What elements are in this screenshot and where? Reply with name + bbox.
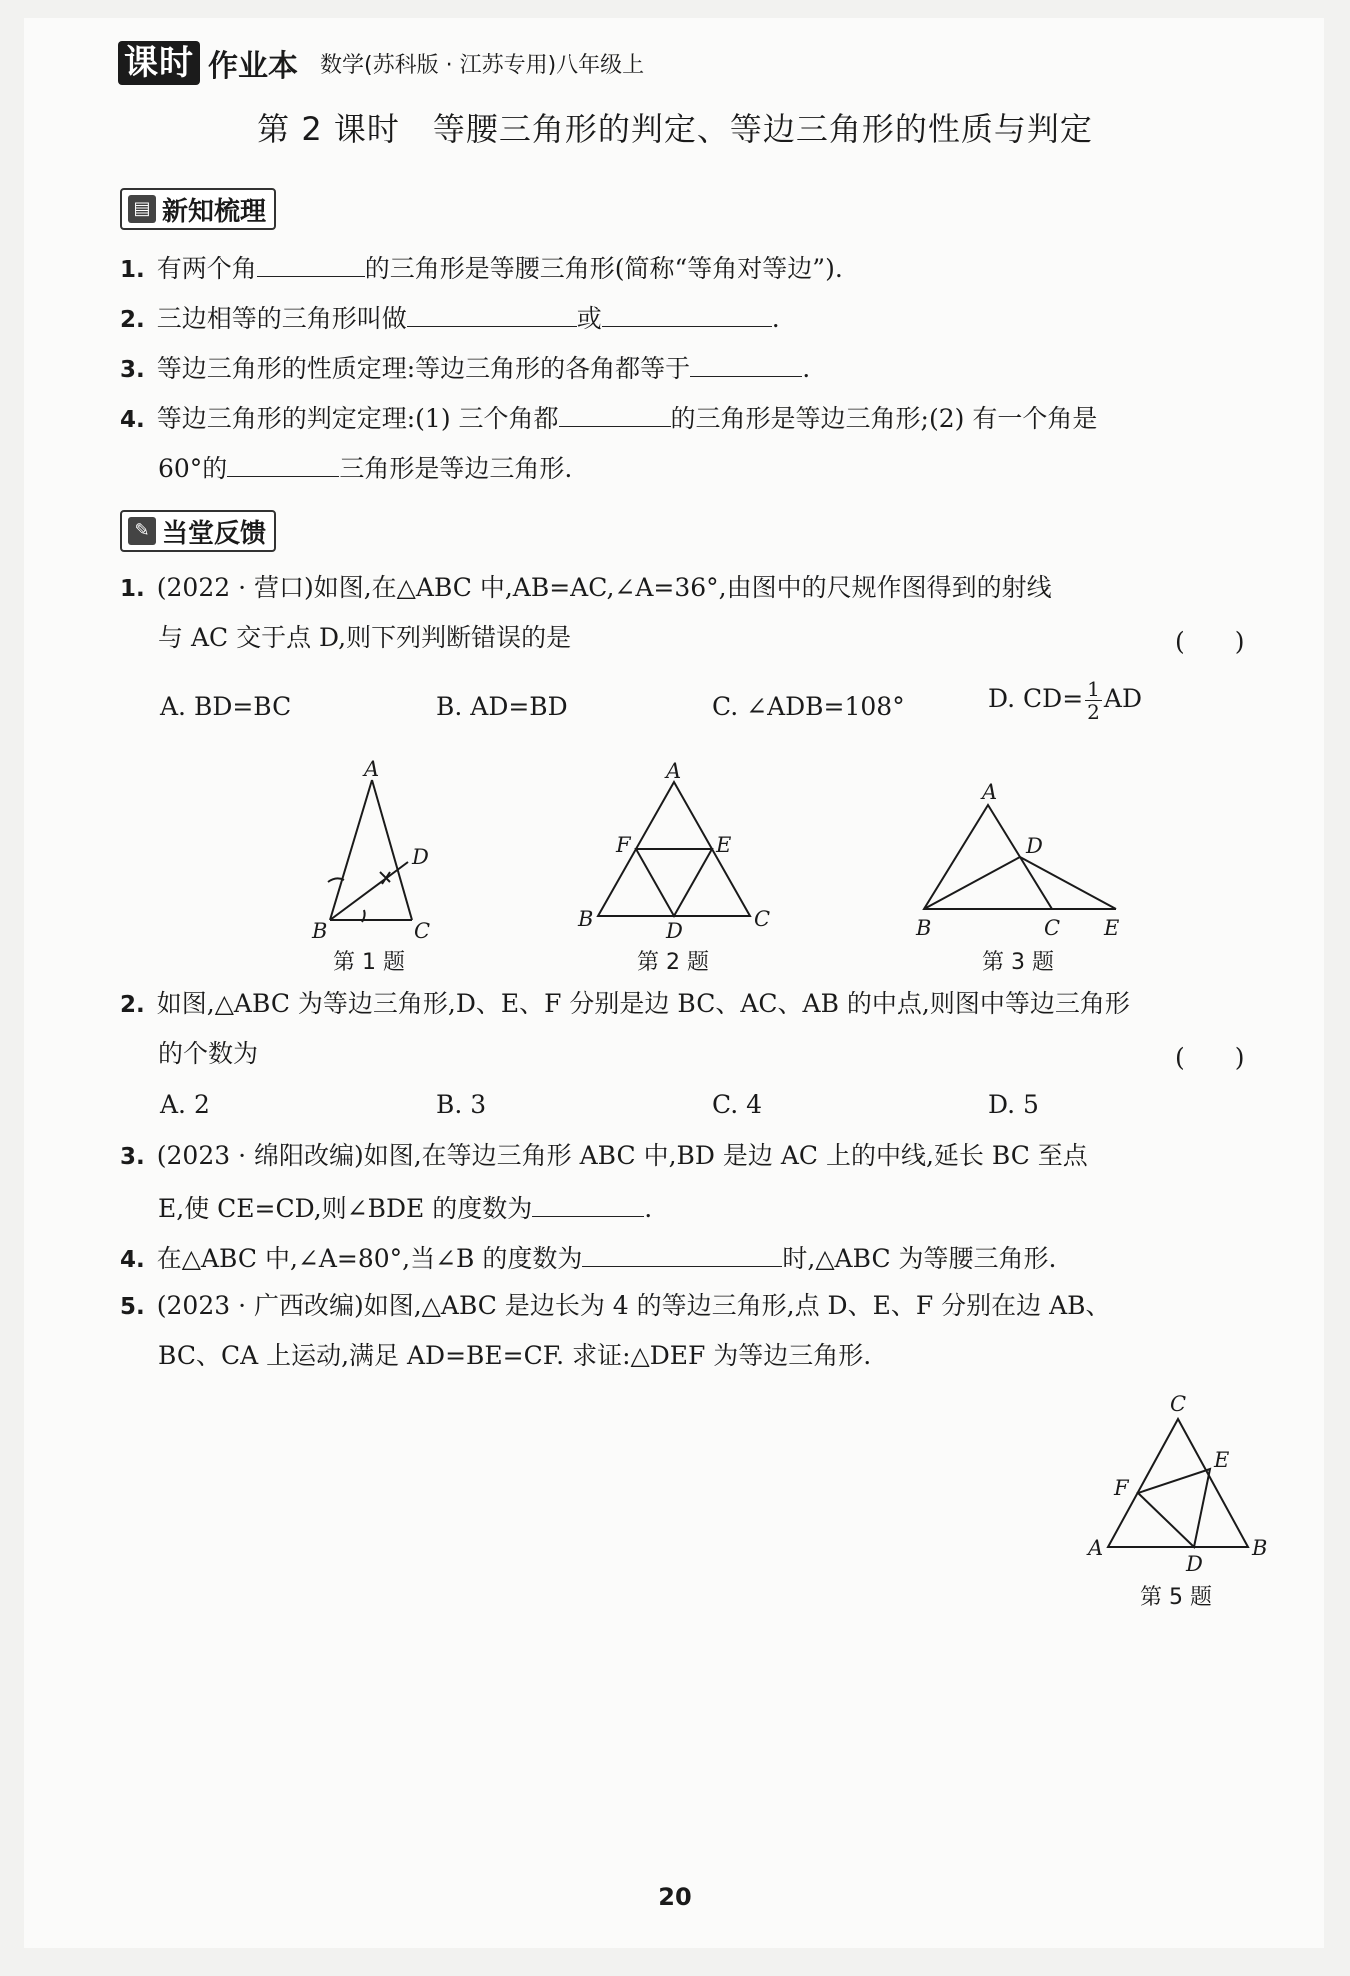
section-label: 新知梳理 [162,196,267,227]
knowledge-item-4-cont [158,450,572,485]
label-b: B [578,907,594,931]
book-header [118,38,644,88]
label-a: A [982,780,998,804]
knowledge-item-4 [120,400,1097,436]
label-c: C [754,907,770,931]
label-c: C [1044,916,1061,940]
label-b: B [916,916,932,940]
question-text: (2023 · 广西改编)如图,△ABC 是边长为 4 的等边三角形,点 D、E、F 分别在边 AB、 [156,1291,1111,1320]
series-logo: 课时 [118,41,200,85]
item-text: 60°的 [158,454,228,483]
figure-1-caption: 第 1 题 [333,950,405,975]
answer-blank[interactable] [257,250,365,277]
label-e: E [716,833,732,857]
label-f: F [1114,1476,1129,1500]
figure-3-caption: 第 3 题 [982,950,1054,975]
section-label: 当堂反馈 [162,518,267,549]
triangle-abc [1108,1419,1248,1547]
answer-bracket[interactable]: ( ) [1175,627,1245,656]
option-c[interactable]: C. 4 [712,1090,763,1119]
figure-1 [300,760,450,940]
subject-label: 数学(苏科版 · 江苏专用)八年级上 [320,52,645,78]
book-icon: ▤ [128,195,156,223]
answer-blank[interactable] [602,300,772,327]
segment-bd [924,857,1020,909]
question-number: 4. [120,1247,145,1273]
question-text: 与 AC 交于点 D,则下列判断错误的是 [158,623,572,652]
question-text: (2022 · 营口)如图,在△ABC 中,AB=AC,∠A=36°,由图中的尺规作图得到的射线 [156,573,1052,602]
label-a: A [1088,1536,1104,1560]
figure-5 [1080,1385,1280,1575]
figure-2 [570,760,770,940]
section-tag-feedback [120,510,276,552]
option-a[interactable]: A. BD=BC [160,692,292,721]
series-name: 作业本 [208,49,298,84]
item-text: . [771,304,780,333]
question-text: 时,△ABC 为等腰三角形. [782,1244,1057,1273]
side-ac [372,780,412,920]
item-number: 1. [120,257,145,283]
question-5-cont [158,1340,871,1372]
page-number: 20 [658,1883,692,1911]
knowledge-item-1 [120,250,843,286]
numerator: 1 [1087,677,1100,701]
item-text: 等边三角形的判定定理:(1) 三个角都 [156,404,559,433]
lesson-title: 第 2 课时 等腰三角形的判定、等边三角形的性质与判定 [257,110,1093,148]
question-number: 2. [120,992,145,1018]
question-text: BC、CA 上运动,满足 AD=BE=CF. 求证:△DEF 为等边三角形. [158,1341,872,1370]
option-b[interactable]: B. AD=BD [436,692,568,721]
question-5 [120,1290,1111,1323]
answer-bracket[interactable]: ( ) [1175,1043,1245,1072]
item-text: 的三角形是等腰三角形(简称“等角对等边”). [364,254,843,283]
option-a[interactable]: A. 2 [160,1090,210,1119]
label-c: C [1170,1392,1187,1416]
item-text: 的三角形是等边三角形;(2) 有一个角是 [670,404,1098,433]
question-4 [120,1240,1056,1276]
answer-blank[interactable] [407,300,577,327]
question-text: 如图,△ABC 为等边三角形,D、E、F 分别是边 BC、AC、AB 的中点,则图中等边三角形 [156,989,1130,1018]
knowledge-item-2 [120,300,780,336]
fraction [1085,678,1102,723]
option-b[interactable]: B. 3 [436,1090,487,1119]
label-f: F [616,833,631,857]
side-ab [330,780,372,920]
answer-blank[interactable] [582,1240,782,1267]
option-text: AD [1103,684,1143,713]
answer-blank[interactable] [532,1190,644,1217]
answer-blank[interactable] [690,350,802,377]
item-text: 三边相等的三角形叫做 [156,304,407,333]
label-d: D [412,845,429,869]
answer-blank[interactable] [559,400,671,427]
label-c: C [414,919,431,940]
question-2-cont [158,1038,258,1070]
item-number: 4. [120,407,145,433]
item-text: 等边三角形的性质定理:等边三角形的各角都等于 [156,354,691,383]
label-d: D [1186,1552,1203,1575]
triangle-fed [636,849,712,916]
label-b: B [312,919,328,940]
question-text: . [644,1194,653,1223]
label-e: E [1214,1448,1230,1472]
triangle-def [1138,1469,1210,1547]
figure-3 [910,775,1130,945]
question-text: 的个数为 [158,1039,259,1068]
denominator: 2 [1087,700,1100,724]
option-d[interactable]: D. 5 [988,1090,1039,1119]
question-text: 在△ABC 中,∠A=80°,当∠B 的度数为 [156,1244,583,1273]
segment-de [1020,857,1116,909]
option-text: D. CD= [988,684,1084,713]
figure-5-caption: 第 5 题 [1140,1585,1212,1610]
question-1-cont [158,622,571,654]
knowledge-item-3 [120,350,810,386]
answer-blank[interactable] [227,450,339,477]
item-number: 2. [120,307,145,333]
item-text: 或 [576,304,602,333]
question-text: E,使 CE=CD,则∠BDE 的度数为 [158,1194,533,1223]
question-3-cont [158,1190,652,1225]
option-d[interactable] [988,678,1142,723]
figure-2-caption: 第 2 题 [637,950,709,975]
question-number: 5. [120,1294,145,1320]
label-d: D [1026,834,1043,858]
label-d: D [666,919,683,940]
ray-bd [330,862,408,920]
question-3 [120,1140,1088,1173]
pencil-icon: ✎ [128,517,156,545]
item-text: . [802,354,811,383]
label-a: A [666,760,682,783]
section-tag-new-knowledge [120,188,276,230]
label-e: E [1104,916,1120,940]
item-text: 三角形是等边三角形. [339,454,573,483]
option-c[interactable]: C. ∠ADB=108° [712,692,905,721]
label-b: B [1252,1536,1268,1560]
question-2 [120,988,1130,1021]
question-number: 1. [120,576,145,602]
question-number: 3. [120,1144,145,1170]
label-a: A [364,760,380,781]
item-text: 有两个角 [156,254,257,283]
question-1 [120,572,1052,605]
item-number: 3. [120,357,145,383]
question-text: (2023 · 绵阳改编)如图,在等边三角形 ABC 中,BD 是边 AC 上的中线,延长 BC 至点 [156,1141,1088,1170]
